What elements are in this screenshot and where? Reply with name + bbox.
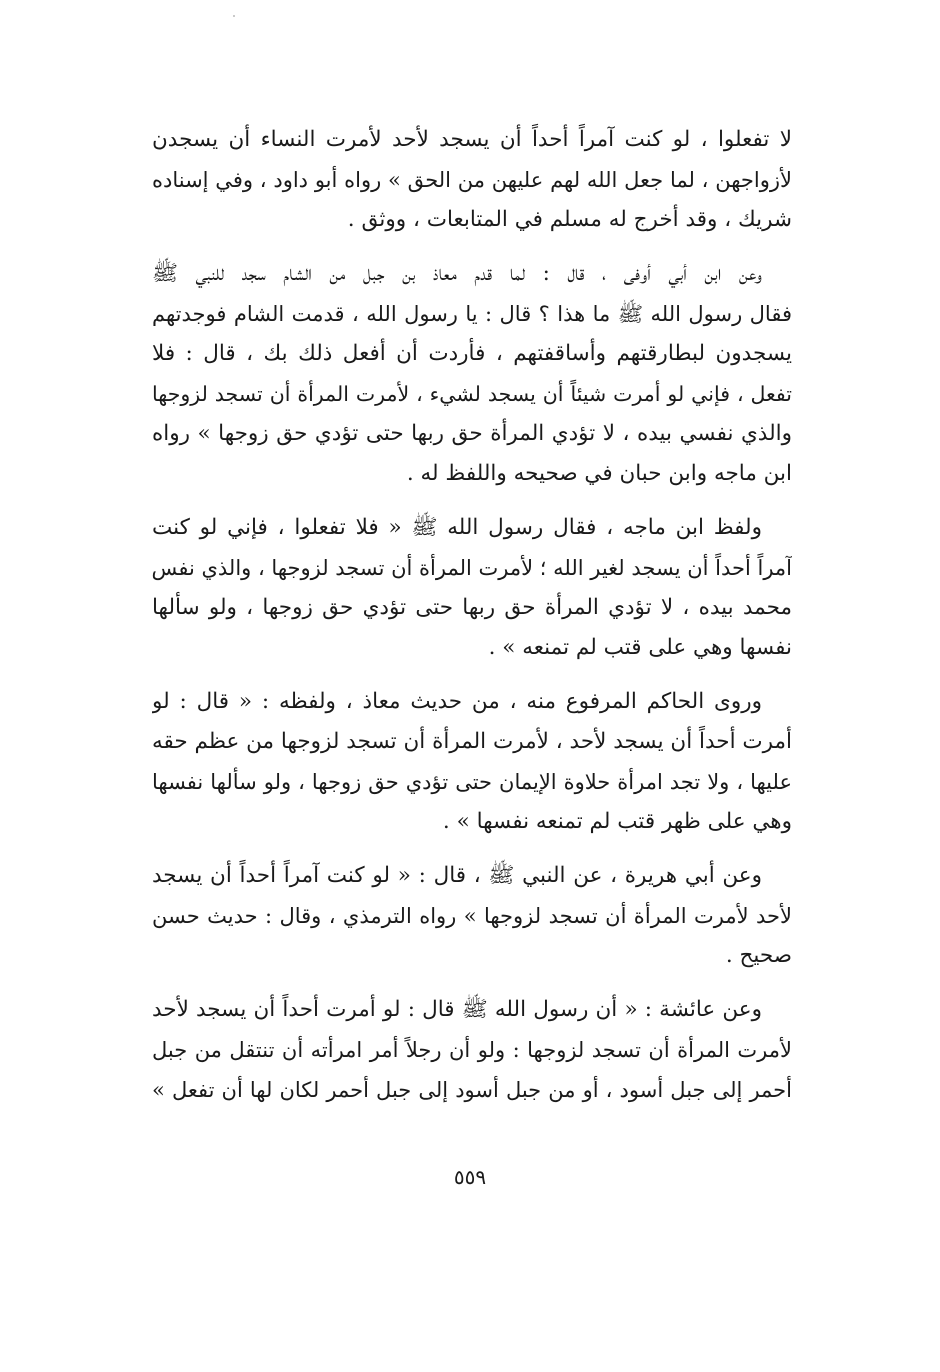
paragraph-2 <box>152 254 792 494</box>
paragraph-5 <box>152 856 792 976</box>
text-line: فقال رسول الله ﷺ ما هذا ؟ قال : يا رسول الله ، قدمت الشام فوجدتهم <box>152 302 792 326</box>
text-line: صحيح . <box>725 943 792 968</box>
text-line: يسجدون لبطارقتهم وأساقفتهم ، فأردت أن أفعل ذلك بك ، قال : فلا <box>152 341 792 366</box>
paragraph-3 <box>152 508 792 668</box>
text-line: عليها ، ولا تجد امرأة حلاوة الإيمان حتى تؤدي حق زوجها ، ولو سألها نفسها <box>152 770 792 794</box>
text-line: والذي نفسي بيده ، لا تؤدي المرأة حق ربها حتى تؤدي حق زوجها » رواه <box>152 421 792 446</box>
paragraph-1 <box>152 120 792 240</box>
text-line: أحمر إلى جبل أسود ، أو من جبل أسود إلى جبل أحمر لكان لها أن تفعل » <box>152 1078 792 1102</box>
text-line: لأحد لأمرت المرأة أن تسجد لزوجها » رواه الترمذي ، وقال : حديث حسن <box>152 904 792 928</box>
text-line: نفسها وهي على قتب لم تمنعه » . <box>488 635 792 660</box>
scan-speck <box>233 15 235 17</box>
page-number: ٥٥٩ <box>453 1165 487 1189</box>
text-line: وعن أبي هريرة ، عن النبي ﷺ ، قال : « لو كنت آمراً أحداً أن يسجد <box>152 863 762 888</box>
text-line: آمراً أحداً أن يسجد لغير الله ؛ لأمرت المرأة أن تسجد لزوجها ، والذي نفس <box>152 556 792 580</box>
text-line: وعن عائشة : « أن رسول الله ﷺ قال : لو أمرت أحداً أن يسجد لأحد <box>152 997 762 1022</box>
text-line: ابن ماجه وابن حبان في صحيحه واللفظ له . <box>406 461 792 486</box>
text-line: ولفظ ابن ماجه ، فقال رسول الله ﷺ « فلا تفعلوا ، فإني لو كنت <box>152 515 762 540</box>
text-line: لأمرت المرأة أن تسجد لزوجها : ولو أن رجلاً أمر امرأته أن تنتقل من جبل <box>152 1038 792 1062</box>
text-line: وروى الحاكم المرفوع منه ، من حديث معاذ ، ولفظه : « قال : لو <box>152 689 762 714</box>
text-line: لأزواجهن ، لما جعل الله لهم عليهن من الحق » رواه أبو داود ، وفي إسناده <box>152 168 792 192</box>
text-line: وعن ابن أبي أوفى ، قال : لما قدم معاذ بن جبل من الشام سجد للنبي ﷺ <box>152 261 762 286</box>
paragraph-6 <box>152 990 792 1110</box>
text-line: شريك ، وقد أخرج له مسلم في المتابعات ، ووثق . <box>347 207 792 232</box>
text-line: محمد بيده ، لا تؤدي المرأة حق ربها حتى تؤدي حق زوجها ، ولو سألها <box>152 595 792 620</box>
text-line: وهي على ظهر قتب لم تمنعه نفسها » . <box>442 809 792 834</box>
text-line: لا تفعلوا ، لو كنت آمراً أحداً أن يسجد لأحد لأمرت النساء أن يسجدن <box>152 127 792 152</box>
paragraph-4 <box>152 682 792 842</box>
text-line: تفعل ، فإني لو أمرت شيئاً أن يسجد لشيء ، لأمرت المرأة أن تسجد لزوجها <box>152 382 792 406</box>
body-text <box>152 120 792 1124</box>
text-line: أمرت أحداً أن يسجد لأحد ، لأمرت المرأة أن تسجد لزوجها من عظم حقه <box>152 729 792 754</box>
